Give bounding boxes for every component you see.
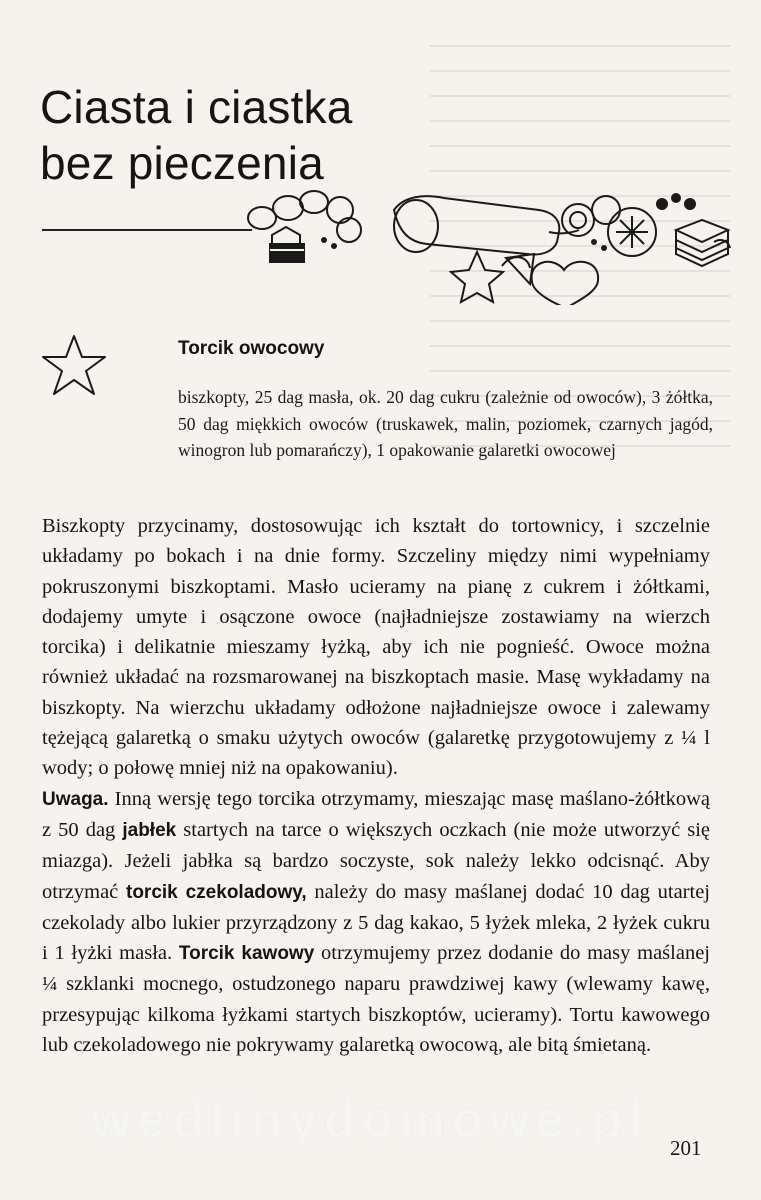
watermark: wedlinydomowe.pl <box>90 1091 650 1149</box>
star-icon <box>40 332 108 398</box>
chapter-title-line2: bez pieczenia <box>40 136 324 189</box>
page-number: 201 <box>670 1136 702 1160</box>
chapter-title <box>40 79 460 191</box>
ingredients-list: biszkopty, 25 dag masła, ok. 20 dag cukru (zależnie od owoców), 3 żółtka, 50 dag miękkich owoców (truskawek, malin, poziomek, czarnych jagód, winogron lub pomarańczy), 1 opakowanie galaretki owocowej <box>178 387 713 460</box>
note-text-2: startych na tarce o większych oczkach (nie może utworzyć się miazga). Jeżeli jabłka są bardzo soczyste, sok należy lekko odcisnąć. Aby otrzymać <box>42 818 710 903</box>
pastry-illustration <box>244 180 749 305</box>
note-text-3: należy do masy maślanej dodać 10 dag utartej czekolady albo lukier przyrządzony z 5 dag kakao, 5 łyżek mleka, 2 łyżek cukru i 1 łyżki masła. <box>42 880 710 965</box>
note-bold-1: jabłek <box>122 819 177 841</box>
note-bold-3: Torcik kawowy <box>178 943 315 965</box>
note-bold-2: torcik czekoladowy, <box>126 881 307 903</box>
note-text-4: otrzymujemy przez dodanie do masy maślanej ¼ szklanki mocnego, ostudzonego naparu prawdziwej kawy (wlewamy kawę, przesypując kilkoma łyżkami startych biszkoptów, ucieramy). Tortu kawowego lub czekoladowego nie pokrywamy galaretką owocową, ale bitą śmietaną. <box>42 942 710 1057</box>
recipe-title: Torcik owocowy <box>178 338 325 359</box>
note-paragraph <box>42 784 710 1061</box>
note-label: Uwaga. <box>42 788 109 810</box>
title-rule <box>42 229 252 231</box>
note-text-1: Inną wersję tego torcika otrzymamy, mieszając masę maślano-żółtkową z 50 dag <box>42 787 710 841</box>
chapter-title-line1: Ciasta i ciastka <box>40 80 353 133</box>
method-paragraph: Biszkopty przycinamy, dostosowując ich kształt do tortownicy, i szczelnie układamy po bokach i na dnie formy. Szczeliny między nimi wypełniamy pokruszonymi biszkoptami. Masło ucieramy na pianę z cukrem i żółtkami, dodajemy umyte i osączone owoce (najładniejsze zostawiamy na wierzch torcika) i delikatnie mieszamy łyżką, aby ich nie pognieść. Owoce można również układać na rozsmarowanej na biszkoptach masie. Masę wykładamy na biszkopty. Na wierzchu układamy odłożone najładniejsze owoce i zalewamy tężejącą galaretką o smaku użytych owoców (galaretkę przygotowujemy z ¼ l wody; o połowę mniej niż na opakowaniu). <box>42 515 710 780</box>
recipe-body <box>42 511 710 1060</box>
